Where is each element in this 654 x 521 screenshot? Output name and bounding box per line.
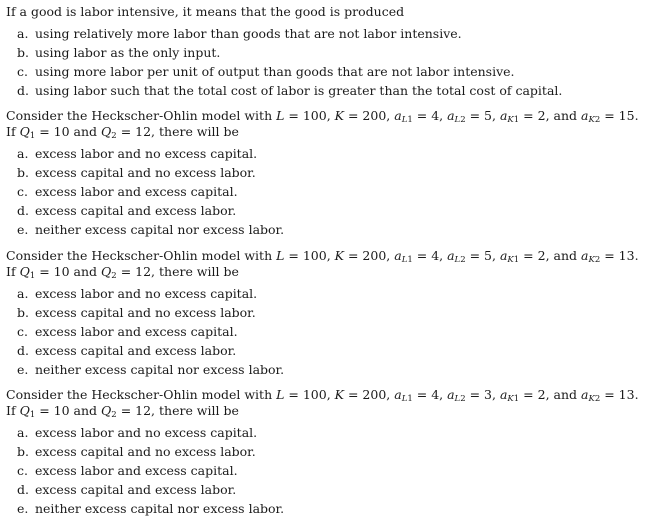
option-a: a. excess labor and no excess capital. (17, 425, 258, 440)
question-3-stem-line-1: Consider the Heckscher-Ohlin model with L = 100, K = 200, $a_{L1} = 4$, $a_{L2} = 5$, $a_{K1} = 2$, and $a_{K2} = 13$. (6, 248, 639, 265)
question-4-stem-line-2: If $Q_1 = 10$ and $Q_2 = 12$, there will be (6, 403, 239, 420)
question-2-stem-line-1: Consider the Heckscher-Ohlin model with L = 100, K = 200, $a_{L1} = 4$, $a_{L2} = 5$, $a_{K1} = 2$, and $a_{K2} = 15$. (6, 108, 639, 125)
question-4-stem-line-1: Consider the Heckscher-Ohlin model with L = 100, K = 200, $a_{L1} = 4$, $a_{L2} = 3$, $a_{K1} = 2$, and $a_{K2} = 13$. (6, 387, 639, 404)
option-d: d. using labor such that the total cost of labor is greater than the total cost of capital. (17, 83, 563, 98)
question-4 (6, 387, 650, 518)
question-2-options (6, 144, 650, 239)
question-2 (6, 108, 650, 239)
option-a: a. excess labor and no excess capital. (17, 146, 258, 161)
option-c: c. excess labor and excess capital. (17, 184, 238, 199)
question-1-options (6, 24, 650, 100)
option-d: d. excess capital and excess labor. (17, 203, 237, 218)
question-2-stem-line-2: If $Q_1 = 10$ and $Q_2 = 12$, there will be (6, 124, 239, 141)
option-b: b. using labor as the only input. (17, 45, 221, 60)
option-e: e. neither excess capital nor excess labor. (17, 501, 285, 516)
option-d: d. excess capital and excess labor. (17, 482, 237, 497)
option-b: b. excess capital and no excess labor. (17, 444, 256, 459)
option-a: a. using relatively more labor than goods that are not labor intensive. (17, 26, 462, 41)
option-b: b. excess capital and no excess labor. (17, 165, 256, 180)
option-e: e. neither excess capital nor excess labor. (17, 362, 285, 377)
option-c: c. excess labor and excess capital. (17, 463, 238, 478)
question-1-stem: If a good is labor intensive, it means that the good is produced (6, 4, 405, 19)
question-1 (6, 4, 650, 100)
option-b: b. excess capital and no excess labor. (17, 305, 256, 320)
question-3-stem-line-2: If $Q_1 = 10$ and $Q_2 = 12$, there will be (6, 264, 239, 281)
question-3-options (6, 284, 650, 379)
option-e: e. neither excess capital nor excess labor. (17, 222, 285, 237)
option-a: a. excess labor and no excess capital. (17, 286, 258, 301)
question-4-options (6, 423, 650, 518)
option-d: d. excess capital and excess labor. (17, 343, 237, 358)
question-3 (6, 248, 650, 379)
option-c: c. using more labor per unit of output than goods that are not labor intensive. (17, 64, 515, 79)
option-c: c. excess labor and excess capital. (17, 324, 238, 339)
